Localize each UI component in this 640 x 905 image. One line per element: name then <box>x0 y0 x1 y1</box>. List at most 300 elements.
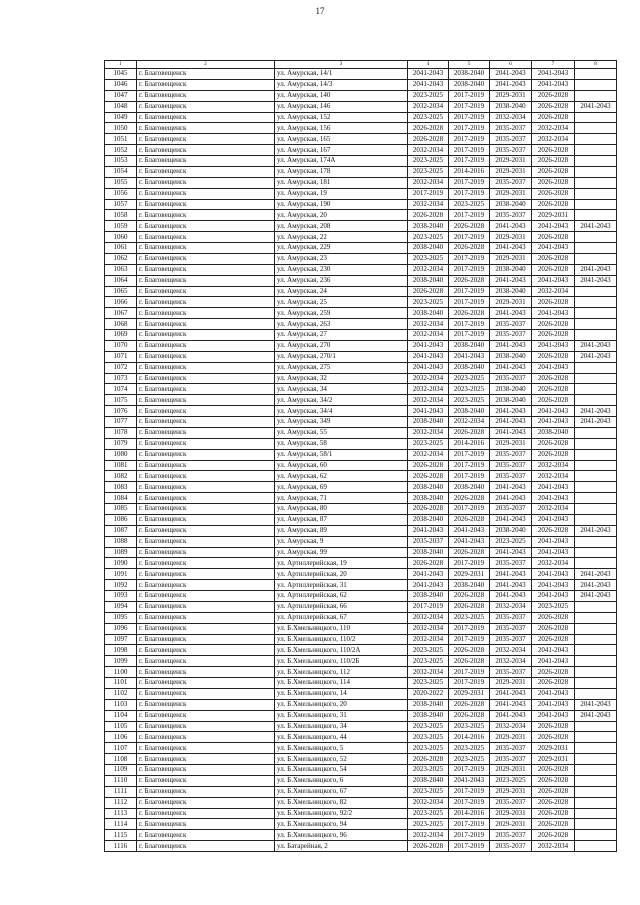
city-cell: г. Благовещенск <box>137 830 275 841</box>
period-cell: 2023-2025 <box>408 808 449 819</box>
page-number: 17 <box>315 6 325 16</box>
period-cell: 2026-2028 <box>532 678 575 689</box>
period-cell: 2023-2025 <box>532 601 575 612</box>
period-cell: 2023-2025 <box>449 395 490 406</box>
address-cell: ул. Б.Хмельницкого, 54 <box>275 765 408 776</box>
period-cell: 2041-2043 <box>532 417 575 428</box>
table-row <box>105 427 617 438</box>
period-cell: 2038-2040 <box>449 340 490 351</box>
city-cell: г. Благовещенск <box>137 504 275 515</box>
address-cell: ул. Амурская, 167 <box>275 145 408 156</box>
row-number: 1084 <box>105 493 137 504</box>
period-cell <box>575 808 617 819</box>
period-cell: 2029-2031 <box>449 569 490 580</box>
address-cell: ул. Амурская, 58 <box>275 438 408 449</box>
table-row <box>105 558 617 569</box>
row-number: 1101 <box>105 678 137 689</box>
period-cell: 2032-2034 <box>408 319 449 330</box>
period-cell: 2035-2037 <box>490 319 532 330</box>
city-cell: г. Благовещенск <box>137 558 275 569</box>
period-cell: 2032-2034 <box>408 145 449 156</box>
period-cell: 2041-2043 <box>532 710 575 721</box>
address-cell: ул. Амурская, 69 <box>275 482 408 493</box>
period-cell: 2038-2040 <box>408 547 449 558</box>
table-row <box>105 232 617 243</box>
address-cell: ул. Амурская, 165 <box>275 134 408 145</box>
period-cell <box>575 319 617 330</box>
address-cell: ул. Б.Хмельницкого, 112 <box>275 667 408 678</box>
period-cell: 2035-2037 <box>490 177 532 188</box>
period-cell: 2041-2043 <box>575 351 617 362</box>
period-cell: 2017-2019 <box>449 188 490 199</box>
period-cell: 2032-2034 <box>408 623 449 634</box>
period-cell: 2026-2028 <box>532 612 575 623</box>
period-cell: 2035-2037 <box>490 623 532 634</box>
city-cell: г. Благовещенск <box>137 145 275 156</box>
table-row <box>105 710 617 721</box>
period-cell: 2023-2025 <box>408 90 449 101</box>
period-cell: 2035-2037 <box>490 754 532 765</box>
period-cell: 2041-2043 <box>490 308 532 319</box>
city-cell: г. Благовещенск <box>137 340 275 351</box>
period-cell <box>575 156 617 167</box>
table-row <box>105 90 617 101</box>
period-cell <box>575 286 617 297</box>
period-cell <box>575 188 617 199</box>
city-cell: г. Благовещенск <box>137 482 275 493</box>
period-cell: 2029-2031 <box>532 210 575 221</box>
period-cell: 2026-2028 <box>449 699 490 710</box>
period-cell: 2017-2019 <box>449 786 490 797</box>
period-cell: 2026-2028 <box>532 732 575 743</box>
address-cell: ул. Амурская, 27 <box>275 330 408 341</box>
city-cell: г. Благовещенск <box>137 743 275 754</box>
period-cell: 2017-2019 <box>449 90 490 101</box>
period-cell: 2026-2028 <box>449 514 490 525</box>
address-cell: ул. Амурская, 190 <box>275 199 408 210</box>
table-row <box>105 264 617 275</box>
period-cell: 2026-2028 <box>532 101 575 112</box>
table-row <box>105 819 617 830</box>
row-number: 1110 <box>105 775 137 786</box>
column-header: 8 <box>575 61 617 69</box>
period-cell <box>575 558 617 569</box>
period-cell: 2026-2028 <box>408 841 449 852</box>
period-cell: 2032-2034 <box>408 449 449 460</box>
period-cell: 2041-2043 <box>490 482 532 493</box>
period-cell <box>575 210 617 221</box>
city-cell: г. Благовещенск <box>137 286 275 297</box>
period-cell: 2041-2043 <box>449 536 490 547</box>
period-cell: 2017-2019 <box>449 449 490 460</box>
period-cell: 2023-2025 <box>490 536 532 547</box>
period-cell: 2041-2043 <box>408 406 449 417</box>
period-cell: 2041-2043 <box>490 591 532 602</box>
period-cell <box>575 775 617 786</box>
city-cell: г. Благовещенск <box>137 819 275 830</box>
address-cell: ул. Амурская, 19 <box>275 188 408 199</box>
period-cell: 2029-2031 <box>490 156 532 167</box>
address-cell: ул. Б.Хмельницкого, 110/2А <box>275 645 408 656</box>
period-cell: 2017-2019 <box>449 134 490 145</box>
row-number: 1088 <box>105 536 137 547</box>
city-cell: г. Благовещенск <box>137 667 275 678</box>
period-cell: 2041-2043 <box>575 569 617 580</box>
address-cell: ул. Амурская, 62 <box>275 471 408 482</box>
period-cell: 2017-2019 <box>449 678 490 689</box>
period-cell <box>575 308 617 319</box>
period-cell: 2026-2028 <box>449 656 490 667</box>
column-header: 7 <box>532 61 575 69</box>
address-cell: ул. Амурская, 34/2 <box>275 395 408 406</box>
period-cell: 2032-2034 <box>490 721 532 732</box>
table-row <box>105 688 617 699</box>
period-cell: 2041-2043 <box>532 656 575 667</box>
period-cell: 2023-2025 <box>408 678 449 689</box>
address-cell: ул. Амурская, 259 <box>275 308 408 319</box>
row-number: 1111 <box>105 786 137 797</box>
table-row <box>105 743 617 754</box>
table-row <box>105 417 617 428</box>
period-cell: 2023-2025 <box>408 112 449 123</box>
period-cell: 2026-2028 <box>449 710 490 721</box>
city-cell: г. Благовещенск <box>137 710 275 721</box>
period-cell: 2038-2040 <box>408 775 449 786</box>
period-cell: 2035-2037 <box>490 471 532 482</box>
period-cell <box>575 612 617 623</box>
period-cell: 2023-2025 <box>449 612 490 623</box>
period-cell: 2014-2016 <box>449 166 490 177</box>
row-number: 1069 <box>105 330 137 341</box>
period-cell: 2026-2028 <box>408 460 449 471</box>
column-header: 5 <box>449 61 490 69</box>
period-cell: 2023-2025 <box>408 166 449 177</box>
address-cell: ул. Б.Хмельницкого, 14 <box>275 688 408 699</box>
period-cell: 2026-2028 <box>532 449 575 460</box>
table-row <box>105 775 617 786</box>
period-cell: 2029-2031 <box>490 297 532 308</box>
period-cell <box>575 123 617 134</box>
table-row <box>105 351 617 362</box>
period-cell: 2038-2040 <box>408 591 449 602</box>
period-cell: 2026-2028 <box>532 112 575 123</box>
row-number: 1054 <box>105 166 137 177</box>
table-row <box>105 362 617 373</box>
table-row <box>105 395 617 406</box>
period-cell: 2026-2028 <box>408 286 449 297</box>
row-number: 1100 <box>105 667 137 678</box>
table-row <box>105 340 617 351</box>
period-cell: 2026-2028 <box>449 243 490 254</box>
table-row <box>105 678 617 689</box>
period-cell: 2023-2025 <box>408 721 449 732</box>
row-number: 1049 <box>105 112 137 123</box>
address-cell: ул. Артиллерийская, 67 <box>275 612 408 623</box>
period-cell: 2026-2028 <box>408 134 449 145</box>
table-row <box>105 580 617 591</box>
city-cell: г. Благовещенск <box>137 384 275 395</box>
period-cell: 2032-2034 <box>449 417 490 428</box>
period-cell: 2041-2043 <box>408 580 449 591</box>
city-cell: г. Благовещенск <box>137 591 275 602</box>
city-cell: г. Благовещенск <box>137 101 275 112</box>
period-cell: 2038-2040 <box>490 199 532 210</box>
period-cell: 2023-2025 <box>449 373 490 384</box>
period-cell: 2023-2025 <box>408 819 449 830</box>
address-cell: ул. Амурская, 87 <box>275 514 408 525</box>
address-cell: ул. Амурская, 146 <box>275 101 408 112</box>
period-cell: 2041-2043 <box>408 69 449 80</box>
period-cell: 2035-2037 <box>490 134 532 145</box>
address-cell: ул. Б.Хмельницкого, 20 <box>275 699 408 710</box>
period-cell: 2017-2019 <box>449 504 490 515</box>
city-cell: г. Благовещенск <box>137 177 275 188</box>
period-cell: 2026-2028 <box>532 330 575 341</box>
period-cell: 2032-2034 <box>408 612 449 623</box>
period-cell <box>575 819 617 830</box>
table-row <box>105 406 617 417</box>
row-number: 1057 <box>105 199 137 210</box>
address-cell: ул. Б.Хмельницкого, 67 <box>275 786 408 797</box>
row-number: 1114 <box>105 819 137 830</box>
period-cell: 2041-2043 <box>532 514 575 525</box>
period-cell: 2041-2043 <box>575 525 617 536</box>
period-cell: 2041-2043 <box>575 710 617 721</box>
period-cell: 2017-2019 <box>449 319 490 330</box>
row-number: 1116 <box>105 841 137 852</box>
city-cell: г. Благовещенск <box>137 90 275 101</box>
period-cell: 2026-2028 <box>408 210 449 221</box>
period-cell: 2023-2025 <box>408 156 449 167</box>
period-cell: 2041-2043 <box>575 591 617 602</box>
table-row <box>105 699 617 710</box>
period-cell: 2017-2019 <box>449 667 490 678</box>
period-cell: 2038-2040 <box>408 493 449 504</box>
period-cell: 2032-2034 <box>408 101 449 112</box>
period-cell <box>575 177 617 188</box>
period-cell <box>575 79 617 90</box>
address-cell: ул. Амурская, 178 <box>275 166 408 177</box>
city-cell: г. Благовещенск <box>137 427 275 438</box>
period-cell: 2032-2034 <box>532 558 575 569</box>
period-cell <box>575 384 617 395</box>
row-number: 1113 <box>105 808 137 819</box>
address-cell: ул. Амурская, 263 <box>275 319 408 330</box>
period-cell <box>575 471 617 482</box>
table-row <box>105 569 617 580</box>
period-cell: 2026-2028 <box>532 166 575 177</box>
row-number: 1080 <box>105 449 137 460</box>
row-number: 1107 <box>105 743 137 754</box>
period-cell: 2026-2028 <box>532 775 575 786</box>
period-cell: 2017-2019 <box>449 232 490 243</box>
period-cell: 2017-2019 <box>449 286 490 297</box>
period-cell: 2026-2028 <box>532 319 575 330</box>
period-cell <box>575 253 617 264</box>
period-cell: 2029-2031 <box>490 188 532 199</box>
address-cell: ул. Артиллерийская, 31 <box>275 580 408 591</box>
city-cell: г. Благовещенск <box>137 786 275 797</box>
period-cell: 2023-2025 <box>408 786 449 797</box>
city-cell: г. Благовещенск <box>137 79 275 90</box>
period-cell: 2035-2037 <box>490 667 532 678</box>
period-cell: 2029-2031 <box>532 743 575 754</box>
city-cell: г. Благовещенск <box>137 438 275 449</box>
address-cell: ул. Артиллерийская, 62 <box>275 591 408 602</box>
address-cell: ул. Амурская, 60 <box>275 460 408 471</box>
period-cell: 2026-2028 <box>408 558 449 569</box>
city-cell: г. Благовещенск <box>137 460 275 471</box>
city-cell: г. Благовещенск <box>137 232 275 243</box>
period-cell: 2014-2016 <box>449 808 490 819</box>
period-cell: 2023-2025 <box>408 253 449 264</box>
period-cell: 2026-2028 <box>532 188 575 199</box>
period-cell: 2017-2019 <box>449 101 490 112</box>
city-cell: г. Благовещенск <box>137 449 275 460</box>
period-cell <box>575 427 617 438</box>
column-header: 3 <box>275 61 408 69</box>
period-cell: 2017-2019 <box>449 558 490 569</box>
period-cell: 2038-2040 <box>408 417 449 428</box>
city-cell: г. Благовещенск <box>137 797 275 808</box>
period-cell: 2038-2040 <box>408 699 449 710</box>
period-cell: 2032-2034 <box>408 395 449 406</box>
period-cell <box>575 743 617 754</box>
address-cell: ул. Б.Хмельницкого, 94 <box>275 819 408 830</box>
period-cell: 2026-2028 <box>532 232 575 243</box>
row-number: 1067 <box>105 308 137 319</box>
period-cell: 2029-2031 <box>490 786 532 797</box>
period-cell: 2026-2028 <box>449 601 490 612</box>
period-cell: 2041-2043 <box>490 688 532 699</box>
period-cell: 2038-2040 <box>490 525 532 536</box>
table-row <box>105 330 617 341</box>
period-cell: 2023-2025 <box>408 656 449 667</box>
period-cell: 2032-2034 <box>532 460 575 471</box>
period-cell: 2023-2025 <box>408 645 449 656</box>
period-cell <box>575 536 617 547</box>
address-cell: ул. Б.Хмельницкого, 5 <box>275 743 408 754</box>
row-number: 1073 <box>105 373 137 384</box>
city-cell: г. Благовещенск <box>137 569 275 580</box>
period-cell: 2023-2025 <box>408 232 449 243</box>
period-cell: 2017-2019 <box>449 112 490 123</box>
row-number: 1074 <box>105 384 137 395</box>
period-cell: 2041-2043 <box>490 275 532 286</box>
period-cell: 2041-2043 <box>490 547 532 558</box>
address-cell: ул. Амурская, 236 <box>275 275 408 286</box>
city-cell: г. Благовещенск <box>137 765 275 776</box>
period-cell: 2038-2040 <box>490 384 532 395</box>
period-cell: 2032-2034 <box>408 177 449 188</box>
row-number: 1055 <box>105 177 137 188</box>
row-number: 1079 <box>105 438 137 449</box>
period-cell: 2014-2016 <box>449 732 490 743</box>
row-number: 1062 <box>105 253 137 264</box>
period-cell: 2017-2019 <box>449 623 490 634</box>
period-cell: 2017-2019 <box>449 156 490 167</box>
period-cell: 2038-2040 <box>449 69 490 80</box>
table-row <box>105 765 617 776</box>
city-cell: г. Благовещенск <box>137 188 275 199</box>
address-cell: ул. Б.Хмельницкого, 114 <box>275 678 408 689</box>
row-number: 1059 <box>105 221 137 232</box>
row-number: 1096 <box>105 623 137 634</box>
city-cell: г. Благовещенск <box>137 688 275 699</box>
table-row <box>105 601 617 612</box>
period-cell <box>575 90 617 101</box>
period-cell: 2032-2034 <box>408 330 449 341</box>
table-row <box>105 188 617 199</box>
period-cell: 2041-2043 <box>575 275 617 286</box>
address-cell: ул. Артиллерийская, 19 <box>275 558 408 569</box>
period-cell: 2032-2034 <box>490 656 532 667</box>
period-cell: 2017-2019 <box>449 797 490 808</box>
period-cell: 2026-2028 <box>532 297 575 308</box>
row-number: 1099 <box>105 656 137 667</box>
period-cell: 2035-2037 <box>490 449 532 460</box>
address-cell: ул. Амурская, 270 <box>275 340 408 351</box>
table-row <box>105 253 617 264</box>
address-cell: ул. Б.Хмельницкого, 34 <box>275 721 408 732</box>
period-cell: 2023-2025 <box>490 775 532 786</box>
period-cell: 2041-2043 <box>575 340 617 351</box>
period-cell: 2026-2028 <box>532 253 575 264</box>
period-cell: 2038-2040 <box>490 286 532 297</box>
period-cell: 2041-2043 <box>532 699 575 710</box>
table-row <box>105 243 617 254</box>
period-cell <box>575 667 617 678</box>
city-cell: г. Благовещенск <box>137 297 275 308</box>
table-row <box>105 177 617 188</box>
period-cell: 2041-2043 <box>490 417 532 428</box>
period-cell <box>575 482 617 493</box>
row-number: 1087 <box>105 525 137 536</box>
period-cell: 2026-2028 <box>532 351 575 362</box>
period-cell: 2041-2043 <box>490 580 532 591</box>
row-number: 1047 <box>105 90 137 101</box>
row-number: 1097 <box>105 634 137 645</box>
period-cell: 2026-2028 <box>449 221 490 232</box>
period-cell: 2041-2043 <box>408 569 449 580</box>
period-cell <box>575 232 617 243</box>
period-cell: 2017-2019 <box>449 210 490 221</box>
period-cell: 2026-2028 <box>449 275 490 286</box>
row-number: 1090 <box>105 558 137 569</box>
row-number: 1109 <box>105 765 137 776</box>
table-row <box>105 460 617 471</box>
period-cell: 2041-2043 <box>575 221 617 232</box>
row-number: 1094 <box>105 601 137 612</box>
period-cell <box>575 199 617 210</box>
period-cell <box>575 297 617 308</box>
address-cell: ул. Б.Хмельницкого, 92/2 <box>275 808 408 819</box>
period-cell <box>575 362 617 373</box>
city-cell: г. Благовещенск <box>137 514 275 525</box>
city-cell: г. Благовещенск <box>137 732 275 743</box>
period-cell: 2026-2028 <box>532 395 575 406</box>
address-cell: ул. Б.Хмельницкого, 6 <box>275 775 408 786</box>
period-cell: 2041-2043 <box>490 69 532 80</box>
table-row <box>105 471 617 482</box>
row-number: 1071 <box>105 351 137 362</box>
column-header: 6 <box>490 61 532 69</box>
table-row <box>105 275 617 286</box>
table-row <box>105 482 617 493</box>
period-cell: 2035-2037 <box>490 558 532 569</box>
address-cell: ул. Амурская, 58/1 <box>275 449 408 460</box>
city-cell: г. Благовещенск <box>137 580 275 591</box>
